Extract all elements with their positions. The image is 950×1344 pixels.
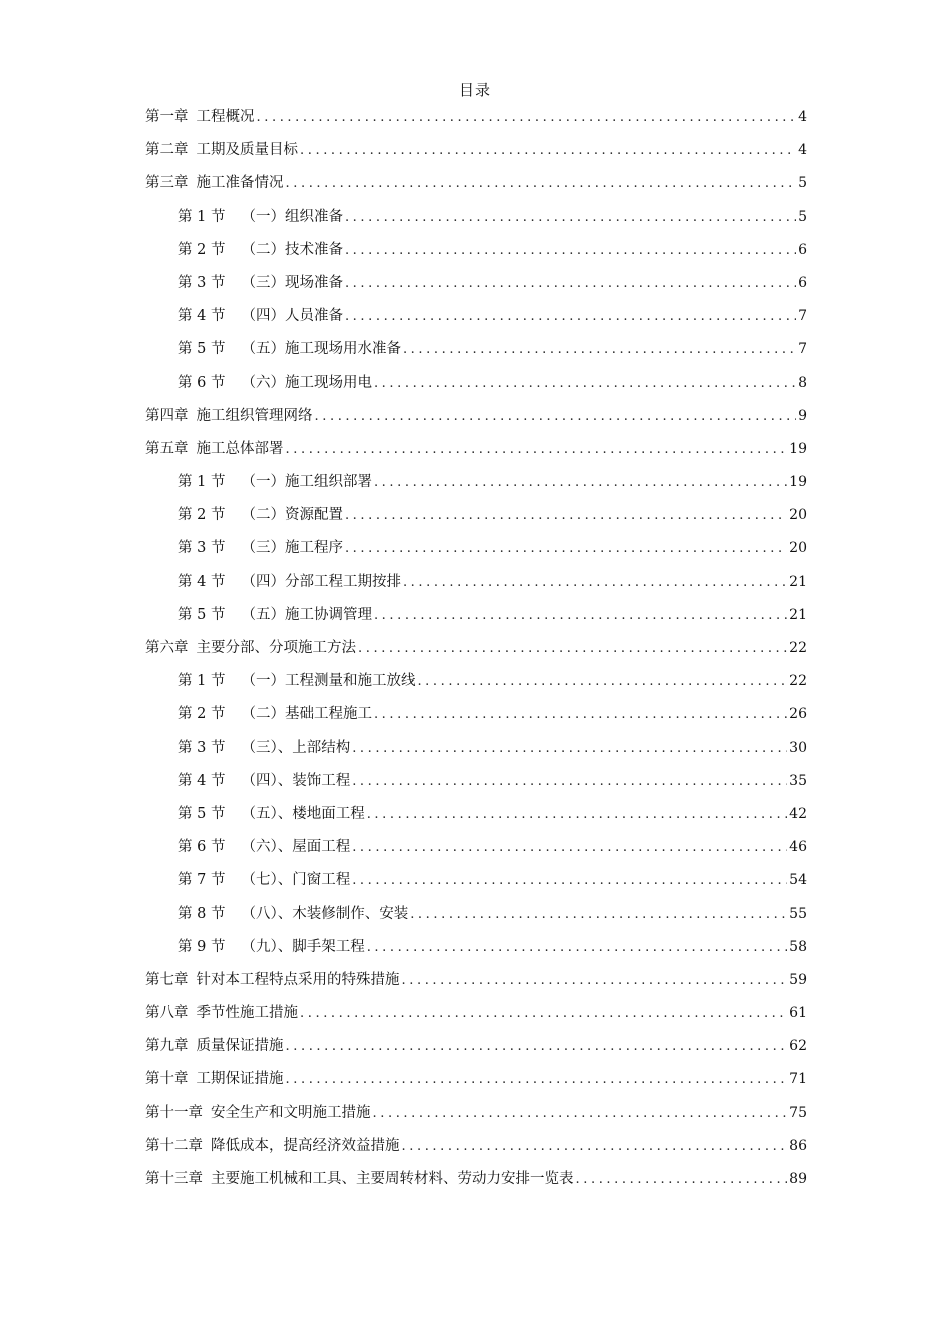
- dot-leader: [350, 869, 787, 893]
- entry-page-number: 4: [798, 109, 807, 125]
- entry-title: （九）、脚手架工程: [241, 938, 365, 955]
- entry-label: [178, 238, 343, 262]
- entry-number: 第 2 节: [178, 241, 226, 258]
- entry-label: [145, 1067, 284, 1091]
- entry-label: [145, 1034, 284, 1058]
- entry-title: （一）施工组织部署: [241, 474, 372, 491]
- entry-label: [145, 171, 284, 195]
- entry-number: 第 2 节: [178, 507, 226, 524]
- toc-chapter-entry[interactable]: [145, 1034, 807, 1067]
- dot-leader: [400, 969, 788, 993]
- toc-title: 目录: [458, 81, 491, 99]
- entry-title: 主要分部、分项施工方法: [196, 640, 356, 656]
- dot-leader: [350, 737, 787, 761]
- entry-number: 第 5 节: [178, 606, 226, 623]
- entry-number: 第一章: [145, 109, 189, 125]
- entry-label: [178, 835, 350, 859]
- entry-page-number: 7: [798, 308, 807, 325]
- entry-number: 第 3 节: [178, 274, 226, 291]
- toc-section-entry[interactable]: [145, 470, 807, 503]
- entry-title: （五）施工协调管理: [241, 606, 372, 623]
- toc-chapter-entry[interactable]: [145, 968, 807, 1001]
- entry-label: [178, 371, 372, 395]
- dot-leader: [343, 272, 796, 296]
- entry-page-number: 21: [789, 606, 807, 623]
- entry-label: [145, 968, 400, 992]
- entry-label: [178, 205, 343, 229]
- entry-number: 第四章: [145, 407, 189, 424]
- dot-leader: [350, 836, 787, 860]
- toc-section-entry[interactable]: [145, 337, 807, 370]
- toc-section-entry[interactable]: [145, 570, 807, 603]
- entry-page-number: 4: [798, 142, 807, 159]
- entry-title: （一）工程测量和施工放线: [241, 673, 416, 690]
- toc-section-entry[interactable]: [145, 603, 807, 636]
- entry-number: 第八章: [145, 1005, 189, 1022]
- entry-title: 主要施工机械和工具、主要周转材料、劳动力安排一览表: [211, 1171, 574, 1187]
- entry-page-number: 42: [789, 805, 807, 822]
- entry-title: （五）、楼地面工程: [241, 805, 365, 822]
- entry-title: （三）施工程序: [241, 540, 343, 557]
- dot-leader: [365, 936, 787, 960]
- entry-page-number: 71: [789, 1071, 807, 1088]
- entry-page-number: 89: [789, 1171, 807, 1187]
- toc-section-entry[interactable]: [145, 503, 807, 536]
- entry-title: （六）、屋面工程: [241, 839, 351, 856]
- entry-label: [145, 105, 255, 129]
- toc-section-entry[interactable]: [145, 736, 807, 769]
- dot-leader: [298, 1002, 787, 1026]
- entry-title: 施工准备情况: [196, 175, 284, 192]
- dot-leader: [284, 1035, 788, 1059]
- dot-leader: [408, 903, 787, 927]
- entry-number: 第 2 节: [178, 706, 226, 723]
- entry-label: [145, 636, 356, 660]
- dot-leader: [372, 703, 787, 727]
- dot-leader: [343, 305, 796, 329]
- dot-leader: [284, 1068, 788, 1092]
- entry-number: 第 9 节: [178, 938, 226, 955]
- entry-page-number: 35: [789, 772, 807, 789]
- entry-label: [178, 736, 350, 760]
- entry-number: 第 3 节: [178, 540, 226, 557]
- dot-leader: [574, 1168, 788, 1192]
- entry-page-number: 62: [789, 1038, 807, 1055]
- entry-title: （一）组织准备: [241, 208, 343, 225]
- entry-label: [145, 1101, 371, 1125]
- toc-section-entry[interactable]: [145, 536, 807, 569]
- entry-label: [145, 1134, 400, 1158]
- entry-page-number: 54: [789, 872, 807, 889]
- toc-chapter-entry[interactable]: [145, 1167, 807, 1200]
- entry-page-number: 61: [789, 1005, 807, 1022]
- entry-number: 第十一章: [145, 1104, 203, 1121]
- toc-section-entry[interactable]: [145, 902, 807, 935]
- entry-label: [178, 536, 343, 560]
- toc-section-entry[interactable]: [145, 702, 807, 735]
- entry-label: [178, 669, 415, 693]
- entry-page-number: 55: [789, 905, 807, 922]
- entry-title: （七）、门窗工程: [241, 872, 351, 889]
- entry-number: 第 5 节: [178, 341, 226, 358]
- entry-page-number: 86: [789, 1137, 807, 1154]
- entry-page-number: 19: [789, 474, 807, 491]
- toc-chapter-entry[interactable]: [145, 1067, 807, 1100]
- entry-number: 第九章: [145, 1038, 189, 1055]
- entry-number: 第 8 节: [178, 905, 226, 922]
- toc-section-entry[interactable]: [145, 205, 807, 238]
- dot-leader: [400, 1135, 788, 1159]
- entry-title: 施工组织管理网络: [196, 407, 313, 424]
- dot-leader: [313, 405, 797, 429]
- entry-number: 第十二章: [145, 1137, 203, 1154]
- dot-leader: [298, 139, 796, 163]
- entry-page-number: 22: [789, 673, 807, 690]
- entry-page-number: 8: [798, 374, 807, 391]
- entry-number: 第六章: [145, 640, 189, 656]
- entry-title: 质量保证措施: [196, 1038, 284, 1055]
- entry-label: [178, 570, 401, 594]
- entry-label: [178, 304, 343, 328]
- entry-page-number: 26: [789, 706, 807, 723]
- dot-leader: [284, 172, 797, 196]
- toc-chapter-entry[interactable]: [145, 1001, 807, 1034]
- dot-leader: [371, 1102, 788, 1126]
- dot-leader: [284, 438, 788, 462]
- toc-section-entry[interactable]: [145, 304, 807, 337]
- toc-section-entry[interactable]: [145, 669, 807, 702]
- entry-label: [178, 802, 365, 826]
- entry-number: 第 5 节: [178, 805, 226, 822]
- entry-title: （二）基础工程施工: [241, 706, 372, 723]
- entry-title: （四）、装饰工程: [241, 772, 351, 789]
- entry-page-number: 30: [789, 739, 807, 756]
- entry-title: 工期保证措施: [196, 1071, 284, 1088]
- entry-label: [178, 935, 365, 959]
- dot-leader: [356, 637, 787, 661]
- entry-number: 第十三章: [145, 1171, 203, 1187]
- toc-section-entry[interactable]: [145, 868, 807, 901]
- toc-section-entry[interactable]: [145, 371, 807, 404]
- entry-label: [178, 603, 372, 627]
- entry-title: （三）、上部结构: [241, 739, 351, 756]
- dot-leader: [255, 106, 797, 130]
- toc-section-entry[interactable]: [145, 769, 807, 802]
- dot-leader: [343, 537, 787, 561]
- toc-list: [145, 105, 807, 1200]
- entry-page-number: 75: [789, 1104, 807, 1121]
- entry-title: （四）分部工程工期按排: [241, 573, 401, 590]
- entry-label: [178, 868, 350, 892]
- entry-page-number: 22: [789, 640, 807, 656]
- entry-page-number: 20: [789, 507, 807, 524]
- dot-leader: [372, 604, 787, 628]
- entry-number: 第 4 节: [178, 772, 226, 789]
- dot-leader: [365, 803, 787, 827]
- entry-label: [178, 271, 343, 295]
- entry-number: 第 3 节: [178, 739, 226, 756]
- entry-page-number: 59: [789, 971, 807, 988]
- dot-leader: [372, 471, 787, 495]
- entry-label: [178, 337, 401, 361]
- entry-label: [145, 1001, 298, 1025]
- dot-leader: [401, 338, 796, 362]
- toc-chapter-entry[interactable]: [145, 636, 807, 669]
- toc-chapter-entry[interactable]: [145, 105, 807, 138]
- entry-title: （二）技术准备: [241, 241, 343, 258]
- entry-title: 季节性施工措施: [196, 1005, 298, 1022]
- entry-page-number: 19: [789, 440, 807, 457]
- entry-number: 第十章: [145, 1071, 189, 1088]
- toc-chapter-entry[interactable]: [145, 437, 807, 470]
- entry-title: （六）施工现场用电: [241, 374, 372, 391]
- entry-page-number: 46: [789, 839, 807, 856]
- entry-title: （八）、木装修制作、安装: [241, 905, 409, 922]
- dot-leader: [343, 504, 787, 528]
- dot-leader: [415, 670, 787, 694]
- toc-section-entry[interactable]: [145, 935, 807, 968]
- entry-page-number: 5: [798, 208, 807, 225]
- entry-label: [178, 503, 343, 527]
- entry-number: 第 7 节: [178, 872, 226, 889]
- entry-title: 针对本工程特点采用的特殊措施: [196, 971, 400, 988]
- entry-number: 第二章: [145, 142, 189, 159]
- entry-label: [145, 1167, 574, 1191]
- entry-page-number: 20: [789, 540, 807, 557]
- entry-title: 施工总体部署: [196, 440, 284, 457]
- entry-number: 第三章: [145, 175, 189, 192]
- entry-page-number: 5: [798, 175, 807, 192]
- dot-leader: [350, 770, 787, 794]
- entry-page-number: 7: [798, 341, 807, 358]
- entry-label: [178, 470, 372, 494]
- toc-chapter-entry[interactable]: [145, 1101, 807, 1134]
- entry-label: [145, 404, 313, 428]
- entry-title: （四）人员准备: [241, 308, 343, 325]
- entry-title: （五）施工现场用水准备: [241, 341, 401, 358]
- entry-number: 第 4 节: [178, 573, 226, 590]
- entry-label: [145, 138, 298, 162]
- entry-label: [145, 437, 284, 461]
- entry-label: [178, 702, 372, 726]
- dot-leader: [343, 206, 796, 230]
- entry-page-number: 9: [798, 407, 807, 424]
- entry-title: 工期及质量目标: [196, 142, 298, 159]
- entry-title: （二）资源配置: [241, 507, 343, 524]
- entry-number: 第 1 节: [178, 474, 226, 491]
- entry-title: 工程概况: [196, 109, 255, 125]
- dot-leader: [343, 239, 796, 263]
- toc-chapter-entry[interactable]: [145, 138, 807, 171]
- entry-number: 第 1 节: [178, 673, 226, 690]
- entry-title: 安全生产和文明施工措施: [211, 1104, 371, 1121]
- toc-chapter-entry[interactable]: [145, 1134, 807, 1167]
- toc-section-entry[interactable]: [145, 802, 807, 835]
- entry-page-number: 58: [789, 938, 807, 955]
- toc-chapter-entry[interactable]: [145, 171, 807, 204]
- toc-section-entry[interactable]: [145, 238, 807, 271]
- toc-section-entry[interactable]: [145, 271, 807, 304]
- entry-label: [178, 769, 350, 793]
- entry-title: （三）现场准备: [241, 274, 343, 291]
- entry-number: 第 6 节: [178, 839, 226, 856]
- entry-page-number: 21: [789, 573, 807, 590]
- toc-chapter-entry[interactable]: [145, 404, 807, 437]
- entry-number: 第 6 节: [178, 374, 226, 391]
- entry-page-number: 6: [798, 241, 807, 258]
- entry-number: 第 1 节: [178, 208, 226, 225]
- dot-leader: [372, 372, 796, 396]
- dot-leader: [401, 571, 787, 595]
- entry-number: 第七章: [145, 971, 189, 988]
- entry-label: [178, 902, 408, 926]
- entry-page-number: 6: [798, 274, 807, 291]
- toc-section-entry[interactable]: [145, 835, 807, 868]
- entry-number: 第五章: [145, 440, 189, 457]
- entry-number: 第 4 节: [178, 308, 226, 325]
- entry-title: 降低成本，提高经济效益措施: [211, 1137, 400, 1154]
